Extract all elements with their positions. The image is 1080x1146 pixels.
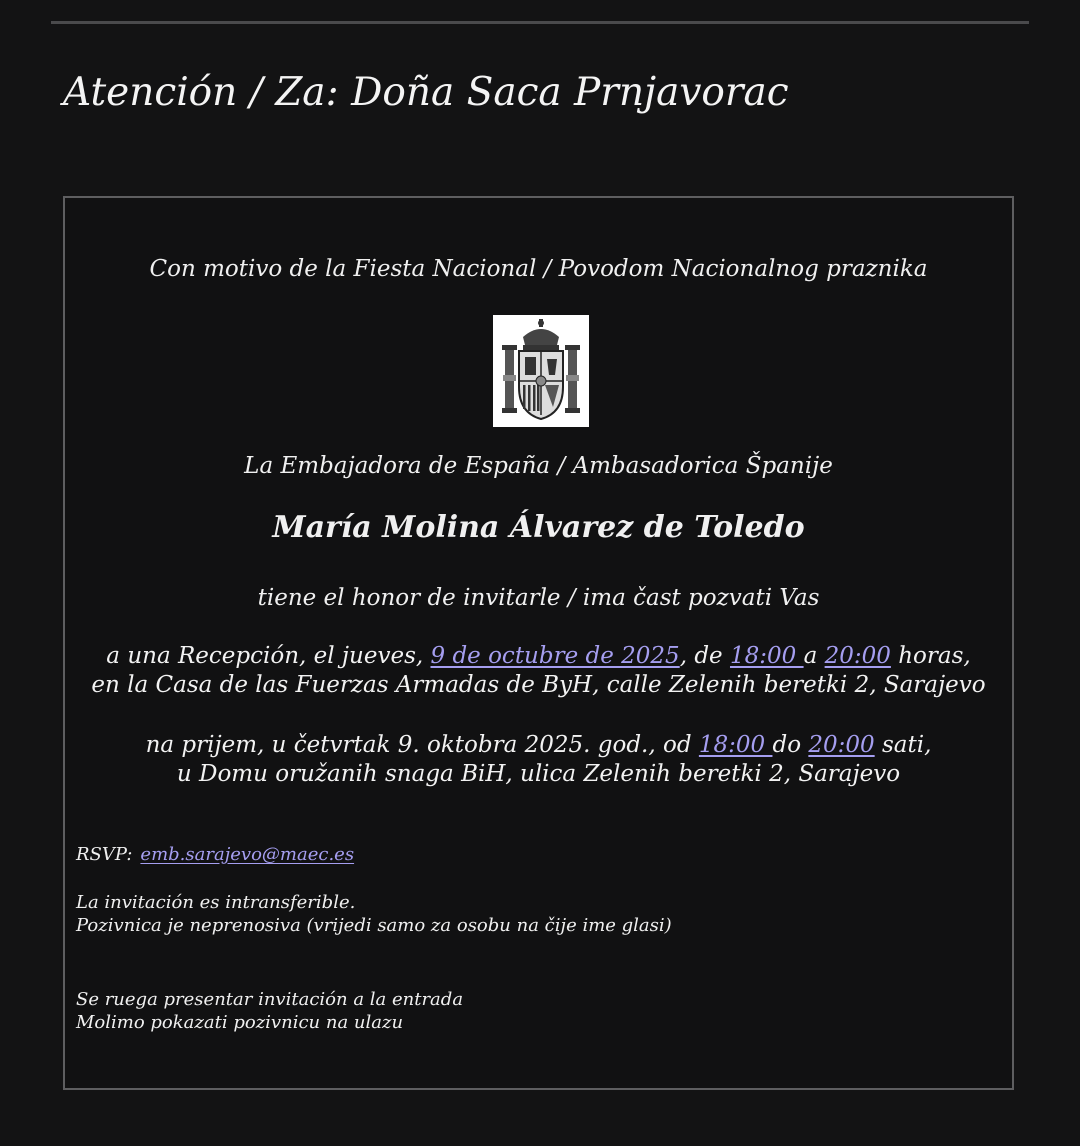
spanish-details <box>65 642 1012 700</box>
occasion-line: Con motivo de la Fiesta Nacional / Povodom Nacionalnog praznika <box>149 256 928 282</box>
end-time-link[interactable]: 20:00 <box>808 732 875 758</box>
ambassador-name: María Molina Álvarez de Toledo <box>272 510 805 545</box>
rsvp-label: RSVP: <box>76 844 133 865</box>
coat-of-arms-icon <box>493 315 589 427</box>
start-time-link[interactable]: 18:00 <box>698 732 773 758</box>
bosnian-pre: na prijem, u četvrtak 9. oktobra 2025. god., od <box>145 732 699 758</box>
transfer-notice-es: La invitación es intransferible. <box>76 892 356 913</box>
invitation-card <box>63 196 1014 1090</box>
present-notice <box>76 988 463 1034</box>
honor-line: tiene el honor de invitarle / ima čast pozvati Vas <box>257 585 820 611</box>
spanish-datetime-line <box>65 642 1012 671</box>
spanish-post: horas, <box>890 643 971 669</box>
start-time-link[interactable]: 18:00 <box>729 643 804 669</box>
top-divider <box>51 21 1029 24</box>
bosnian-venue-line: u Domu oružanih snaga BiH, ulica Zelenih beretki 2, Sarajevo <box>176 761 901 787</box>
spanish-mid1: , de <box>679 643 730 669</box>
end-time-link[interactable]: 20:00 <box>824 643 891 669</box>
spanish-pre: a una Recepción, el jueves, <box>106 643 431 669</box>
attention-heading: Atención / Za: Doña Saca Prnjavorac <box>63 70 789 115</box>
present-notice-bs: Molimo pokazati pozivnicu na ulazu <box>76 1012 404 1033</box>
present-notice-es: Se ruega presentar invitación a la entrada <box>76 989 464 1010</box>
transfer-notice-bs: Pozivnica je neprenosiva (vrijedi samo za osobu na čije ime glasi) <box>76 915 672 936</box>
bosnian-datetime-line <box>65 731 1012 760</box>
bosnian-mid: do <box>772 732 809 758</box>
transfer-notice <box>76 891 672 937</box>
spanish-venue-line: en la Casa de las Fuerzas Armadas de ByH, calle Zelenih beretki 2, Sarajevo <box>91 672 986 698</box>
ambassador-title: La Embajadora de España / Ambasadorica Španije <box>244 453 833 479</box>
date-link[interactable]: 9 de octubre de 2025 <box>430 643 680 669</box>
spanish-mid2: a <box>803 643 825 669</box>
bosnian-details <box>65 731 1012 789</box>
bosnian-post: sati, <box>874 732 932 758</box>
rsvp-line <box>76 843 354 866</box>
rsvp-email-link[interactable]: emb.sarajevo@maec.es <box>140 844 355 865</box>
